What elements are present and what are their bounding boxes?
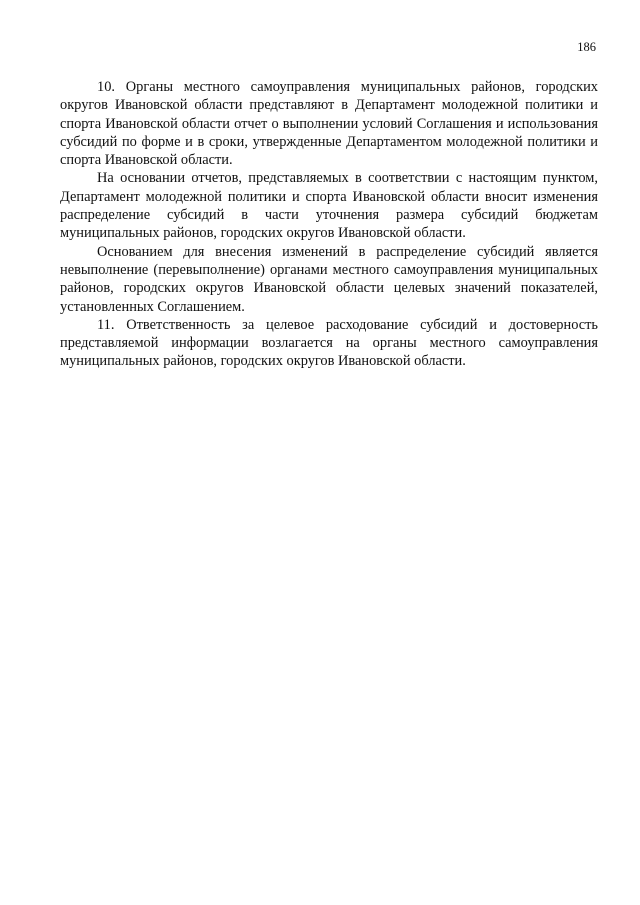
paragraph-distribution-changes: На основании отчетов, представляемых в соответствии с настоящим пунктом, Департамент молодежной политики и спорта Ивановской области вносит изменения распределение субсидий в части уточнения размера субсидий бюджетам муниципальных районов, городских округов Ивановской области. [60, 170, 598, 242]
paragraph-grounds-for-changes: Основанием для внесения изменений в распределение субсидий является невыполнение (перевыполнение) органами местного самоуправления муниципальных районов, городских округов Ивановской области целевых значений показателей, установленных Соглашением. [60, 243, 598, 315]
paragraph-10-reports: 10. Органы местного самоуправления муниципальных районов, городских округов Ивановской области представляют в Департамент молодежной политики и спорта Ивановской области отчет о выполнении условий Соглашения и использования субсидий по форме и в сроки, утвержденные Департаментом молодежной политики и спорта Ивановской области. [60, 79, 598, 169]
paragraph-11-responsibility: 11. Ответственность за целевое расходование субсидий и достоверность представляемой информации возлагается на органы местного самоуправления муниципальных районов, городских округов Ивановской области. [60, 316, 598, 370]
document-body [60, 78, 598, 371]
page-number: 186 [577, 40, 596, 54]
